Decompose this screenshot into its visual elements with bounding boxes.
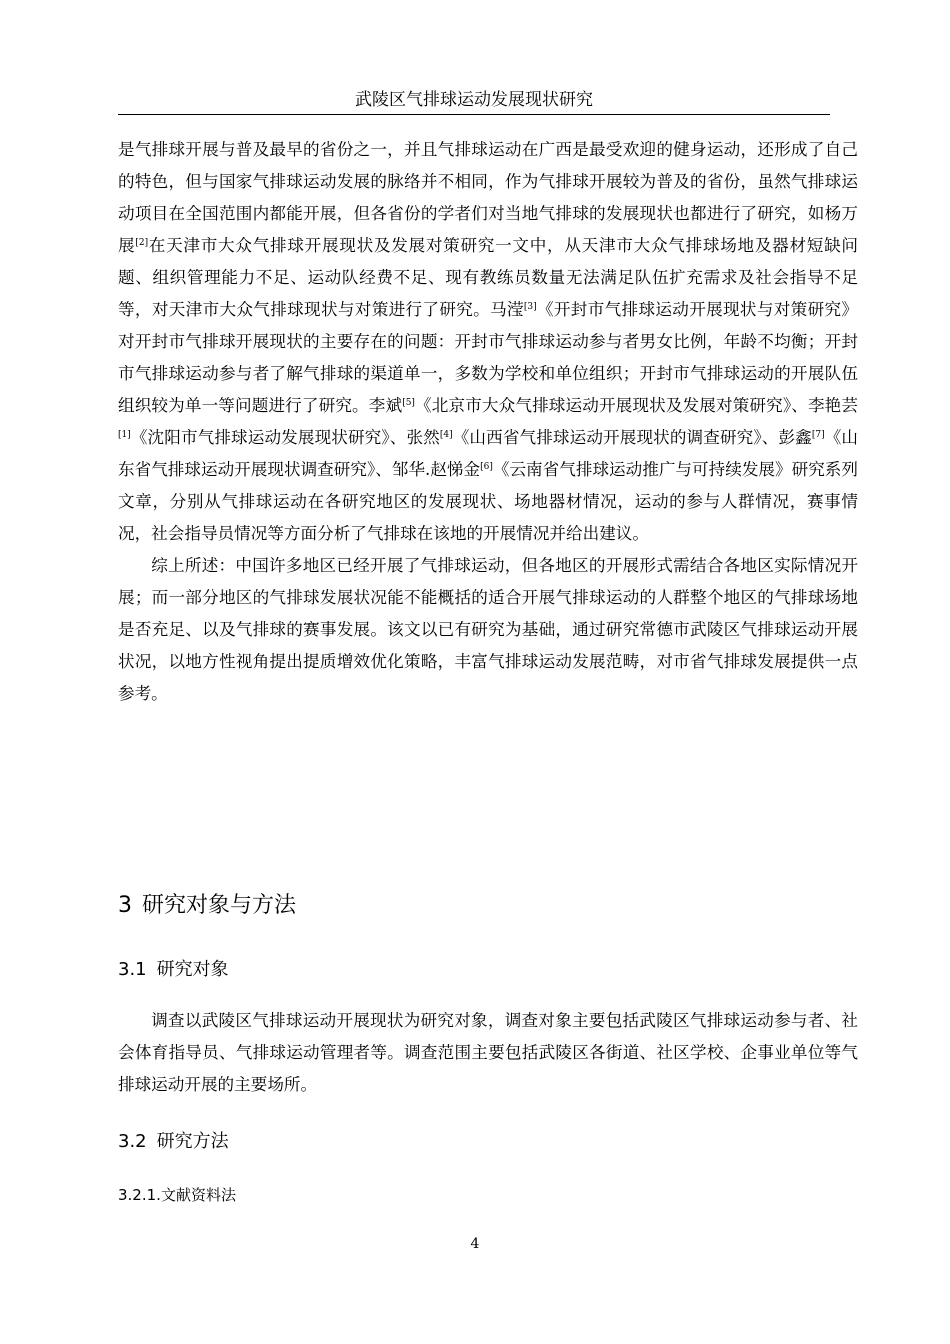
running-header: 武陵区气排球运动发展现状研究	[355, 90, 593, 110]
text-span: 是气排球开展与普及最早的省份之一，并且气排球运动在广西是最受欢迎的健身运动，还形成了自己的特色，但与国家气排球运动发展的脉络并不相同，作为气排球开展较为普及的省份，虽然气排球运动项目在全国范围内都能开展，但各省份的学者们对当地气排球的发展现状也都进行了研究，如杨万展	[118, 140, 858, 255]
text-span: 《山东省气排球运动开展现状调查研究》、邹华.赵悌金	[118, 428, 859, 479]
section-title: 文献资料法	[160, 1186, 236, 1204]
text-span: 《山西省气排球运动开展现状的调查研究》、彭鑫	[452, 428, 812, 447]
text-span: 《云南省气排球运动推广与可持续发展》研究系列文章，分别从气排球运动在各研究地区的发展现状、场地器材情况，运动的参与人群情况，赛事情况，社会指导员情况等方面分析了气排球在该地的开展情况并给出建议。	[118, 460, 858, 543]
text-span: 在天津市大众气排球开展现状及发展对策研究一文中，从天津市大众气排球场地及器材短缺问题、组织管理能力不足、运动队经费不足、现有教练员数量无法满足队伍扩充需求及社会指导不足等，对天津市大众气排球现状与对策进行了研究。马滢	[118, 236, 859, 319]
text-span: 《沈阳市气排球运动发展现状研究》、张然	[130, 428, 440, 447]
paragraph-text: 调查以武陵区气排球运动开展现状为研究对象，调查对象主要包括武陵区气排球运动参与者、社会体育指导员、气排球运动管理者等。调查范围主要包括武陵区各街道、社区学校、企事业单位等气排球运动开展的主要场所。	[118, 1011, 858, 1094]
body-text	[118, 134, 858, 710]
citation-ref: [3]	[523, 302, 537, 312]
citation-ref: [4]	[439, 430, 453, 440]
citation-ref: [5]	[402, 398, 415, 408]
page-number: 4	[470, 1236, 480, 1252]
section-title: 研究对象与方法	[142, 893, 297, 918]
section-number: 3.1	[118, 959, 147, 980]
paragraph-research-object	[118, 1005, 858, 1101]
citation-ref: [1]	[118, 430, 131, 440]
section-heading-3-2-1	[118, 1182, 236, 1208]
section-heading-3	[118, 889, 296, 923]
section-number: 3	[118, 893, 132, 918]
text-span: 《开封市气排球运动开展现状与对策研究》对开封市气排球开展现状的主要存在的问题：开封市气排球运动参与者男女比例，年龄不均衡；开封市气排球运动参与者了解气排球的渠道单一，多数为学校和单位组织；开封市气排球运动的开展队伍组织较为单一等问题进行了研究。李斌	[118, 300, 858, 415]
paragraph-literature-review	[118, 134, 858, 550]
section-title: 研究方法	[156, 1131, 229, 1152]
citation-ref: [7]	[811, 430, 825, 440]
paragraph-summary: 综上所述：中国许多地区已经开展了气排球运动，但各地区的开展形式需结合各地区实际情况开展；而一部分地区的气排球发展状况能不能概括的适合开展气排球运动的人群整个地区的气排球场地是否充足、以及气排球的赛事发展。该文以已有研究为基础，通过研究常德市武陵区气排球运动开展状况，以地方性视角提出提质增效优化策略，丰富气排球运动发展范畴，对市省气排球发展提供一点参考。	[118, 556, 858, 703]
header-rule	[118, 114, 830, 115]
section-heading-3-2	[118, 1127, 229, 1157]
citation-ref: [2]	[135, 238, 149, 248]
section-title: 研究对象	[156, 959, 229, 980]
citation-ref: [6]	[480, 462, 493, 472]
section-number: 3.2.1.	[118, 1186, 161, 1204]
section-number: 3.2	[118, 1131, 147, 1152]
text-span: 《北京市大众气排球运动开展现状及发展对策研究》、李艳芸	[414, 396, 858, 415]
section-heading-3-1	[118, 955, 229, 985]
